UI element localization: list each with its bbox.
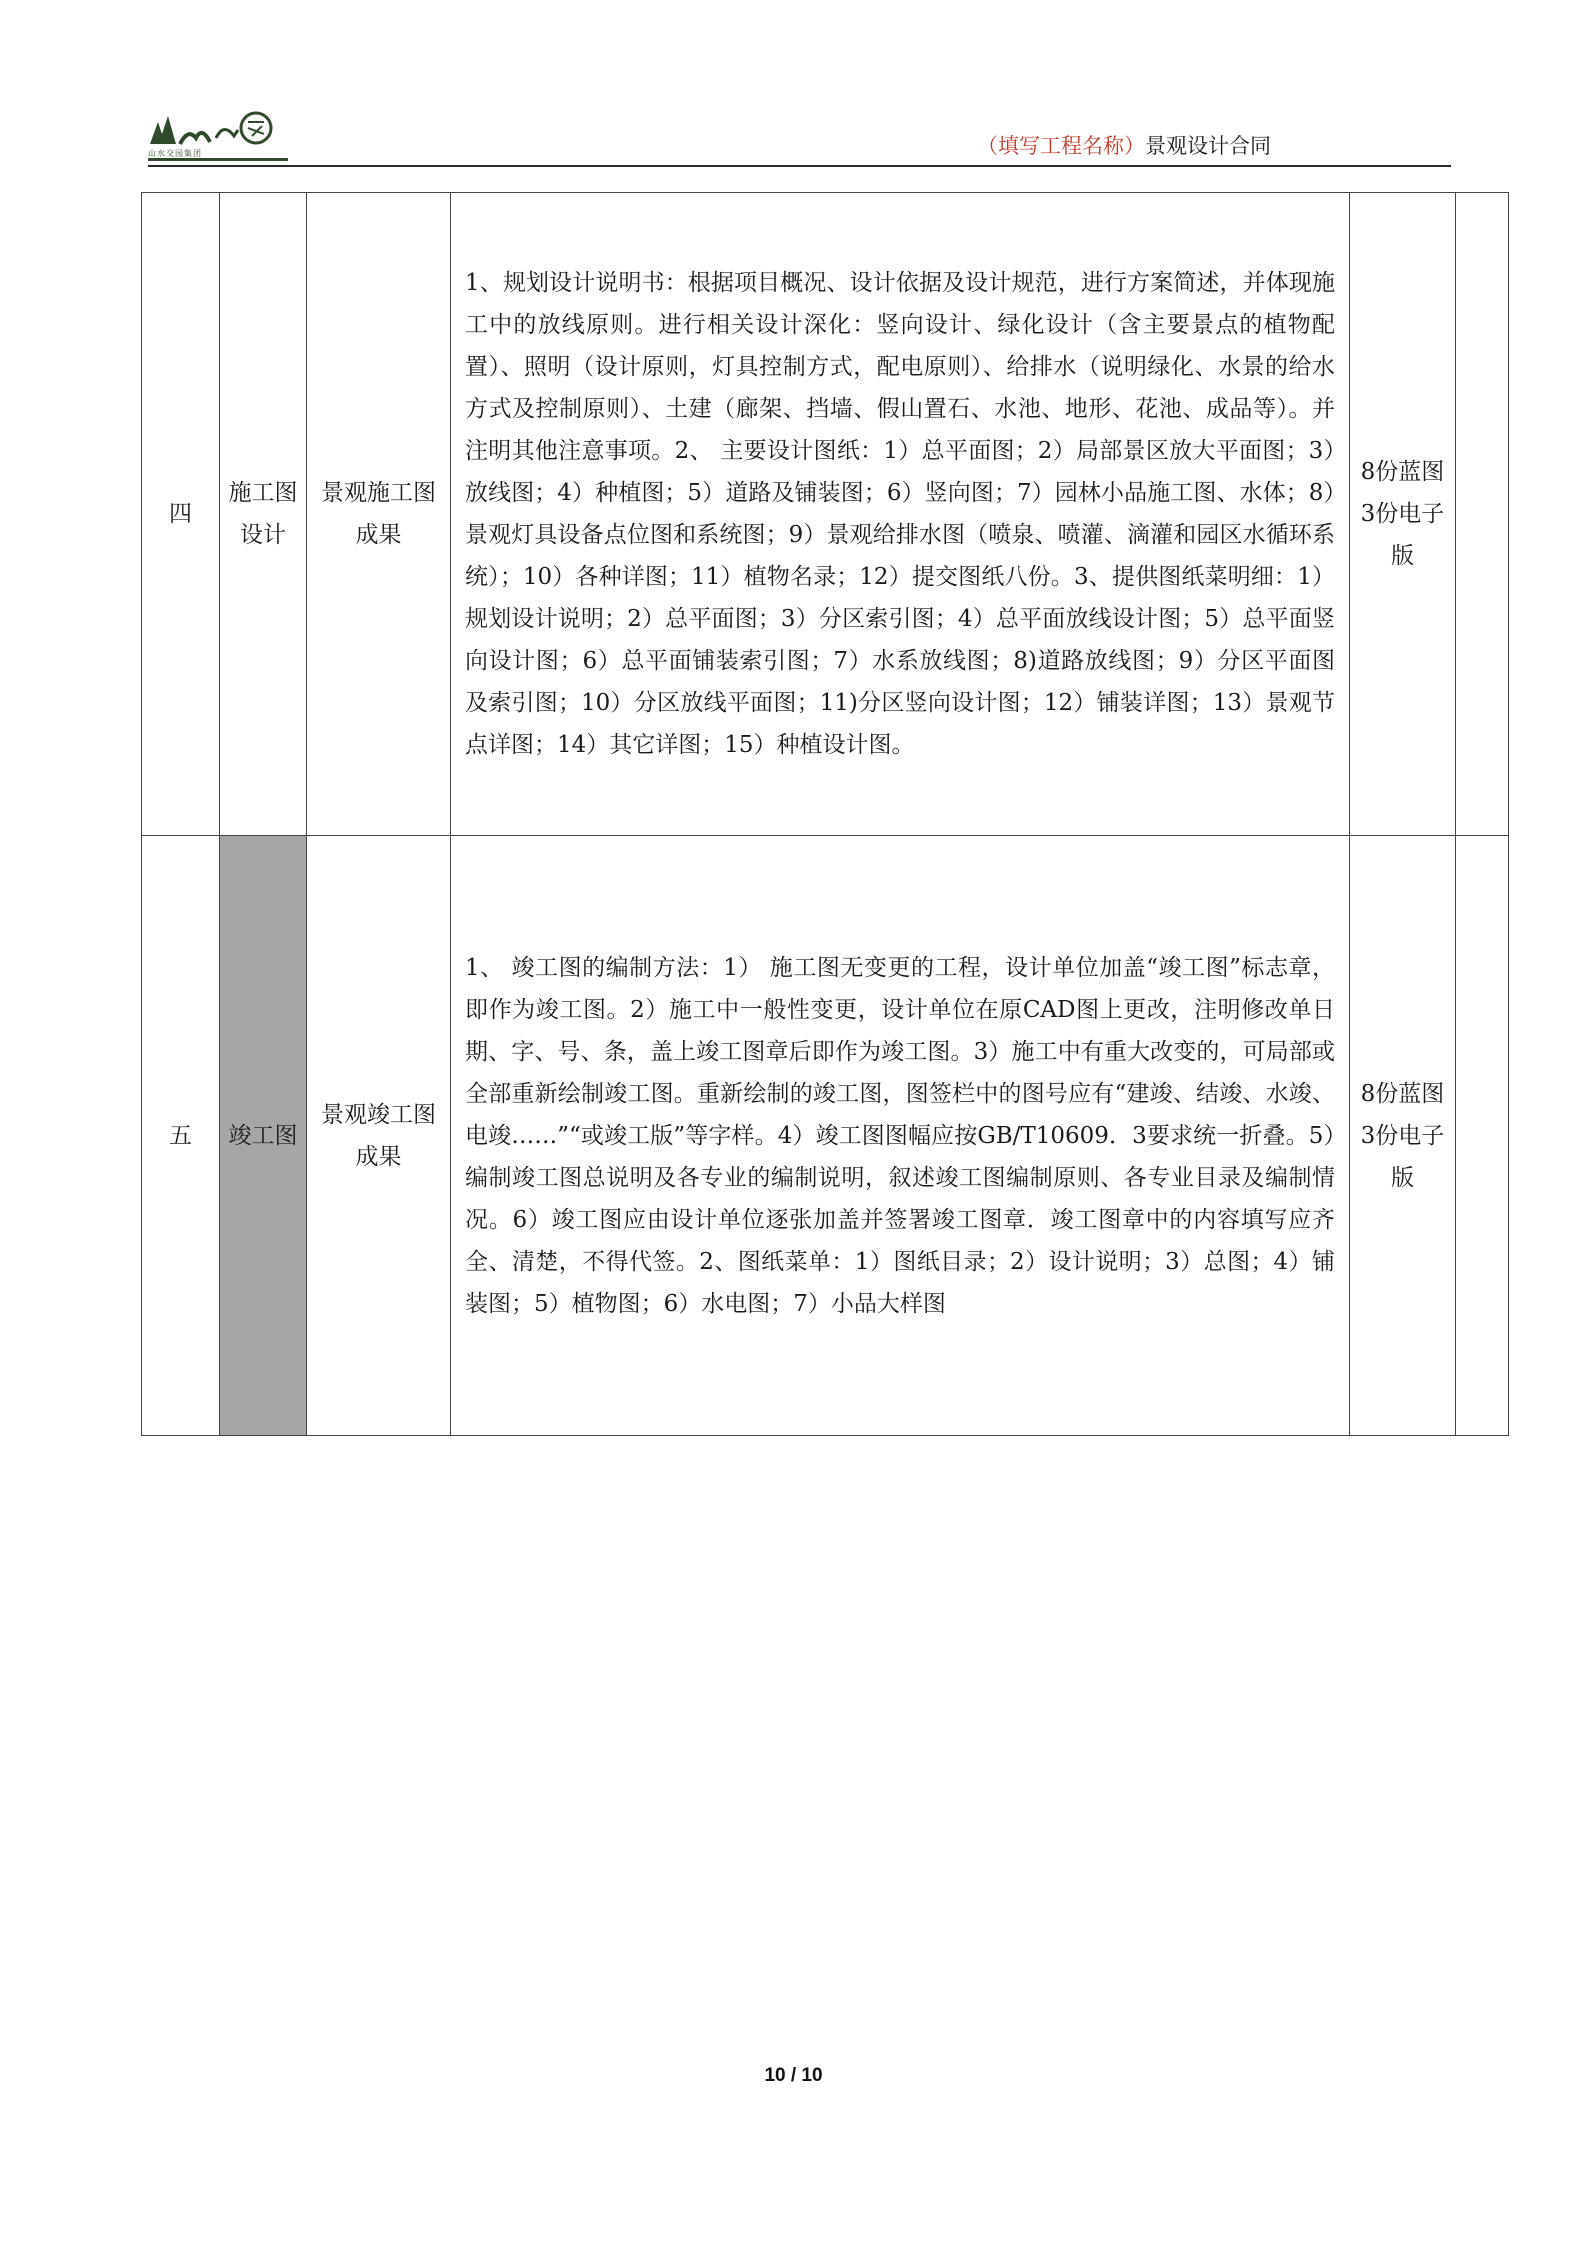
contract-title-text: 景观设计合同 xyxy=(1145,134,1271,158)
empty-cell xyxy=(1456,193,1509,836)
company-logo xyxy=(148,108,288,160)
stage-description: 1、规划设计说明书：根据项目概况、设计依据及设计规范，进行方案简述，并体现施工中的放线原则。进行相关设计深化：竖向设计、绿化设计（含主要景点的植物配置）、照明（设计原则，灯具控制方式，配电原则）、给排水（说明绿化、水景的给水方式及控制原则）、土建（廊架、挡墙、假山置石、水池、地形、花池、成品等）。并注明其他注意事项。2、 主要设计图纸：1）总平面图；2）局部景区放大平面图；3）放线图；4）种植图；5）道路及铺装图；6）竖向图；7）园林小品施工图、水体；8）景观灯具设备点位图和系统图；9）景观给排水图（喷泉、喷灌、滴灌和园区水循环系统）；10）各种详图；11）植物名录；12）提交图纸八份。3、提供图纸菜明细：1）规划设计说明；2）总平面图；3）分区索引图；4）总平面放线设计图；5）总平面竖向设计图；6）总平面铺装索引图；7）水系放线图；8)道路放线图；9）分区平面图及索引图；10）分区放线平面图；11)分区竖向设计图；12）铺装详图；13）景观节点详图；14）其它详图；15）种植设计图。 xyxy=(451,193,1350,836)
deliverable-quantity-text: 8份蓝图3份电子版 xyxy=(1360,459,1445,569)
result-name-text: 景观竣工图成果 xyxy=(321,1101,436,1170)
deliverable-quantity xyxy=(1350,193,1456,836)
stage-name-text: 竣工图 xyxy=(228,1122,298,1149)
stage-name xyxy=(220,836,307,1436)
header-divider xyxy=(148,165,1451,167)
row-number: 四 xyxy=(142,193,220,836)
result-name xyxy=(307,193,451,836)
logo-mark-icon xyxy=(148,108,288,148)
empty-cell xyxy=(1456,836,1509,1436)
logo-underline xyxy=(148,158,288,161)
stage-name xyxy=(220,193,307,836)
result-name xyxy=(307,836,451,1436)
page-number: 10 / 10 xyxy=(764,2065,823,2086)
deliverable-quantity-text: 8份蓝图3份电子版 xyxy=(1360,1080,1445,1191)
stage-name-text: 施工图设计 xyxy=(228,480,298,548)
contract-title xyxy=(977,130,1271,160)
logo-text: 山水交园集团 xyxy=(148,149,202,158)
stage-description: 1、 竣工图的编制方法：1） 施工图无变更的工程，设计单位加盖“竣工图”标志章，即作为竣工图。2）施工中一般性变更，设计单位在原CAD图上更改，注明修改单日期、字、号、条，盖上竣工图章后即作为竣工图。3）施工中有重大改变的，可局部或全部重新绘制竣工图。重新绘制的竣工图，图签栏中的图号应有“建竣、结竣、水竣、电竣……”“或竣工版”等字样。4）竣工图图幅应按GB/T10609．3要求统一折叠。5）编制竣工图总说明及各专业的编制说明，叙述竣工图编制原则、各专业目录及编制情况。6）竣工图应由设计单位逐张加盖并签署竣工图章．竣工图章中的内容填写应齐全、清楚，不得代签。2、图纸菜单：1）图纸目录；2）设计说明；3）总图；4）铺装图；5）植物图；6）水电图；7）小品大样图 xyxy=(451,836,1350,1436)
deliverables-table xyxy=(141,192,1509,1436)
table-row xyxy=(142,193,1509,836)
project-name-placeholder: （填写工程名称） xyxy=(977,134,1145,158)
row-number: 五 xyxy=(142,836,220,1436)
page-header xyxy=(148,108,1451,166)
deliverable-quantity xyxy=(1350,836,1456,1436)
table-row xyxy=(142,836,1509,1436)
result-name-text: 景观施工图成果 xyxy=(321,480,436,548)
